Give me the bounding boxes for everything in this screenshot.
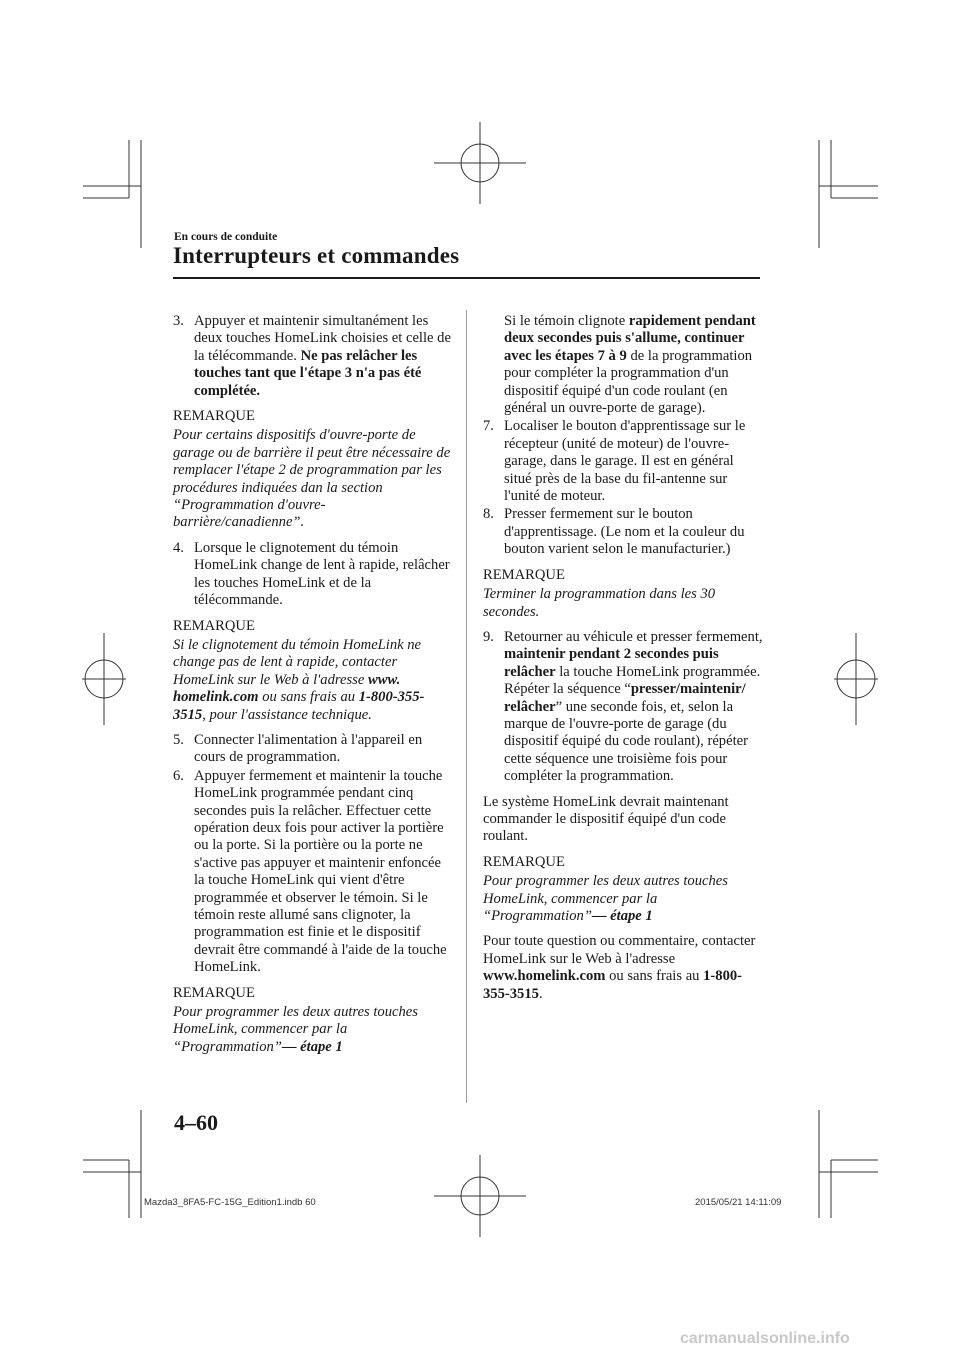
step-6-continued: Si le témoin clignote rapidement pendant deux secondes puis s'allume, continuer avec les étapes 7 à 9 de la programmation pour compléter la programmation d'un dispositif équipé d'un code roulant (en général un ouvre-porte de garage). [504, 313, 756, 417]
homelink-phone: 1-800-355-3515 [173, 689, 425, 723]
step-3: 3. Appuyer et maintenir simultanément les deux touches HomeLink choisies et celle de la télécommande. Ne pas relâcher les touches tant que l'étape 3 n'a pas été complétée. [173, 313, 451, 399]
step-4: 4. Lorsque le clignotement du témoin HomeLink change de lent à rapide, relâcher les touches HomeLink et de la télécommande. [173, 539, 450, 609]
step-8: 8. Presser fermement sur le bouton d'apprentissage. (Le nom et la couleur du bouton varient selon le manufacturier.) [483, 506, 745, 558]
title-rule [173, 277, 760, 279]
step-9: 9. Retourner au véhicule et presser fermement, maintenir pendant 2 secondes puis relâcher la touche HomeLink programmée. Répéter la séquence “presser/maintenir/ relâcher” une seconde fois, et, selon la marque de l'ouvre-porte de garage (du dispositif équipé du code roulant), répéter cette séquence une troisième fois pour compléter la programmation. [483, 628, 763, 785]
note-label: REMARQUE [483, 853, 565, 870]
registration-target-right [834, 633, 878, 725]
registration-target-bottom [434, 1155, 526, 1237]
homelink-url: www.homelink.com [483, 968, 606, 985]
paragraph: Le système HomeLink devrait maintenant commander le dispositif équipé d'un code roulant. [483, 793, 729, 845]
left-column [173, 313, 455, 1064]
step-7: 7. Localiser le bouton d'apprentissage sur le récepteur (unité de moteur) de l'ouvre-garage, dans le garage. Il est en général situé près de la base du fil-antenne sur l'unité de moteur. [483, 418, 746, 505]
note-label: REMARQUE [173, 984, 255, 1001]
note-body: Pour certains dispositifs d'ouvre-porte de garage ou de barrière il peut être nécessaire de remplacer l'étape 2 de programmation par les procédures indiquées dan la section “Programmation d'ouvre-barrière/canadienne”. [173, 427, 451, 531]
imprint-file: Mazda3_8FA5-FC-15G_Edition1.indb 60 [144, 1197, 316, 1208]
registration-target-left [82, 633, 126, 725]
homelink-url: www. homelink.com [173, 671, 401, 706]
page-title: Interrupteurs et commandes [173, 243, 460, 268]
note-label: REMARQUE [173, 617, 255, 634]
right-column [483, 313, 763, 1011]
note-body: Si le clignotement du témoin HomeLink ne change pas de lent à rapide, contacter HomeLink sur le Web à l'adresse www. homelink.com ou sans frais au 1-800-355-3515, pour l'assistance technique. [173, 636, 425, 723]
contact-paragraph: Pour toute question ou commentaire, contacter HomeLink sur le Web à l'adresse www.homelink.com ou sans frais au 1-800-355-3515. [483, 933, 756, 1002]
note-body: Pour programmer les deux autres touches HomeLink, commencer par la “Programmation”— étape 1 [173, 1004, 418, 1055]
note-label: REMARQUE [173, 408, 255, 425]
note-label: REMARQUE [483, 566, 565, 583]
note-body: Terminer la programmation dans les 30 secondes. [483, 586, 716, 620]
imprint-date: 2015/05/21 14:11:09 [695, 1197, 782, 1208]
column-divider [466, 310, 467, 1103]
watermark: carmanualsonline.info [680, 1330, 850, 1347]
step-5: 5. Connecter l'alimentation à l'appareil en cours de programmation. [173, 731, 423, 766]
step-6: 6. Appuyer fermement et maintenir la touche HomeLink programmée pendant cinq secondes puis la relâcher. Effectuer cette opération deux fois pour activer la portière ou la porte. Si la portière ou la porte ne s'active pas appuyer et maintenir enfoncée la touche HomeLink qui vient d'être programmée et observer le témoin. Si le témoin reste allumé sans clignoter, la programmation est finie et le dispositif devrait être commandé à l'aide de la touche HomeLink. [173, 767, 447, 976]
note-body: Pour programmer les deux autres touches HomeLink, commencer par la “Programmation”— étape 1 [483, 873, 728, 924]
section-label: En cours de conduite [174, 231, 278, 243]
page-number: 4–60 [174, 1110, 218, 1135]
homelink-phone: 1-800-355-3515 [483, 968, 743, 1002]
registration-target-top [434, 122, 526, 204]
